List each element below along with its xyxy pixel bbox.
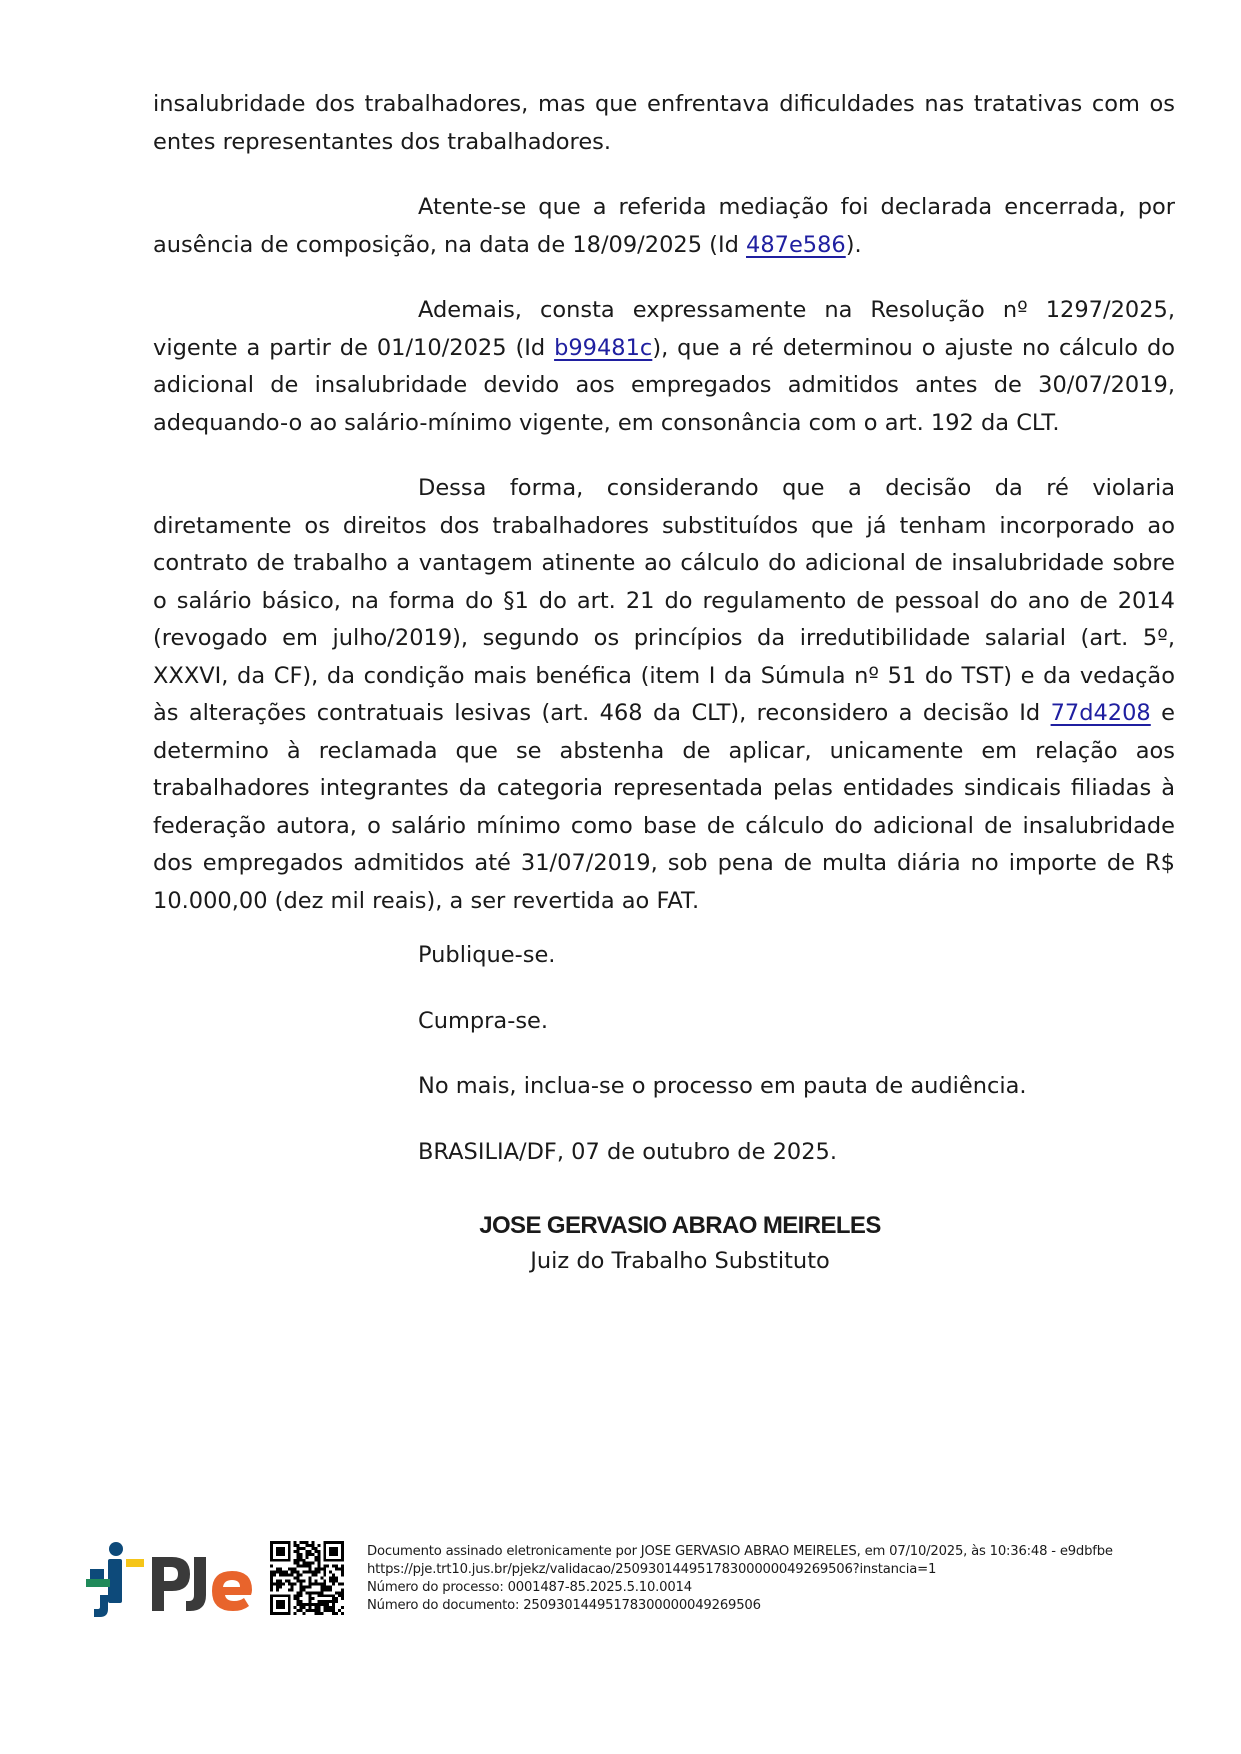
validation-url[interactable]: https://pje.trt10.jus.br/pjekz/validacao/25093014495178300000049269506?instancia=1 xyxy=(367,1562,937,1577)
pje-logo-icon xyxy=(80,1535,260,1625)
closing-pauta: No mais, inclua-se o processo em pauta de audiência. xyxy=(418,1073,1027,1099)
paragraph-text: ), que a ré determinou o ajuste no cálculo do adicional de insalubridade devido aos empregados admitidos antes de 30/07/2019, adequando-o ao salário-mínimo vigente, em consonância com o art. 192 da CLT. xyxy=(153,334,1175,436)
paragraph-text: Atente-se que a referida mediação foi declarada encerrada, por ausência de composição, na data de 18/09/2025 (Id xyxy=(153,194,1175,258)
closing-publique: Publique-se. xyxy=(418,942,556,968)
closing-cumpra: Cumpra-se. xyxy=(418,1007,549,1034)
paragraph-text: ). xyxy=(845,231,862,258)
closing-place-date: BRASILIA/DF, 07 de outubro de 2025. xyxy=(418,1138,837,1165)
paragraph-text: Dessa forma, considerando que a decisão da ré violaria diretamente os direitos dos trabalhadores substituídos que já tenham incorporado ao contrato de trabalho a vantagem atinente ao cálculo do adicional de insalubridade sobre o salário básico, na forma do §1 do art. 21 do regulamento de pessoal do ano de 2014 (revogado em julho/2019), segundo os princípios da irredutibilidade salarial (art. 5º, XXXVI, da CF), da condição mais benéfica (item I da Súmula nº 51 do TST) e da vedação às alterações contratuais lesivas (art. 468 da CLT), reconsidero a decisão Id xyxy=(153,475,1175,726)
qr-code-icon xyxy=(270,1541,344,1615)
paragraph-text: insalubridade dos trabalhadores, mas que enfrentava dificuldades nas tratativas com os entes representantes dos trabalhadores. xyxy=(153,91,1175,155)
closing-block xyxy=(418,937,1027,1199)
document-body xyxy=(153,86,1175,948)
document-id-link[interactable]: 77d4208 xyxy=(1050,700,1151,726)
process-number: Número do processo: 0001487-85.2025.5.10.0014 xyxy=(367,1580,692,1595)
paragraph xyxy=(153,86,1175,161)
document-number: Número do documento: 25093014495178300000049269506 xyxy=(367,1598,761,1613)
document-id-link[interactable]: 487e586 xyxy=(746,231,846,258)
paragraph-text: e determino à reclamada que se abstenha de aplicar, unicamente em relação aos trabalhadores integrantes da categoria representada pelas entidades sindicais filiadas à federação autora, o salário mínimo como base de cálculo do adicional de insalubridade dos empregados admitidos até 31/07/2019, sob pena de multa diária no importe de R$ 10.000,00 (dez mil reais), a ser revertida ao FAT. xyxy=(153,700,1175,914)
paragraph xyxy=(153,470,1175,920)
signature-name: JOSE GERVASIO ABRAO MEIRELES xyxy=(479,1212,881,1239)
paragraph-text: Ademais, consta expressamente na Resolução nº 1297/2025, vigente a partir de 01/10/2025 (Id xyxy=(153,297,1175,361)
signature-title: Juiz do Trabalho Substituto xyxy=(530,1248,830,1274)
signature-info-line: Documento assinado eletronicamente por JOSE GERVASIO ABRAO MEIRELES, em 07/10/2025, às 10:36:48 - e9dbfbe xyxy=(367,1544,1113,1559)
signature-info xyxy=(367,1543,1241,1615)
document-id-link[interactable]: b99481c xyxy=(554,334,653,361)
paragraph xyxy=(153,292,1175,442)
paragraph xyxy=(153,189,1175,264)
